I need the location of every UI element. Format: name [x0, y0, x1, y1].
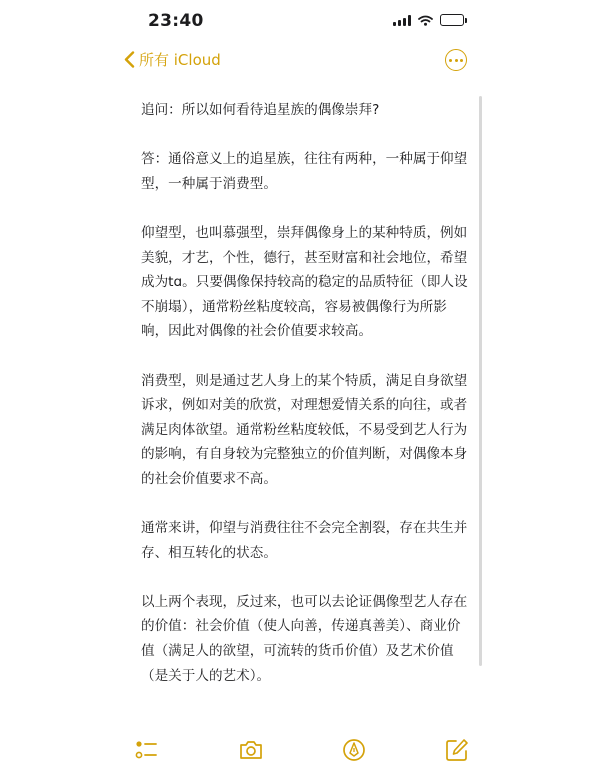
back-label: 所有 iCloud: [139, 51, 221, 69]
bottom-toolbar: [0, 725, 600, 777]
chevron-left-icon: [124, 51, 135, 68]
checklist-icon[interactable]: [134, 737, 160, 763]
more-options-button[interactable]: [445, 49, 467, 71]
compose-icon[interactable]: [444, 737, 470, 763]
nav-bar: [0, 44, 600, 78]
back-button[interactable]: [124, 49, 221, 70]
status-bar: [0, 0, 600, 44]
camera-icon[interactable]: [238, 737, 264, 763]
ellipsis-circle-icon: [449, 59, 452, 62]
ellipsis-dot: [455, 59, 458, 62]
note-body[interactable]: [141, 98, 471, 713]
status-icons: [393, 14, 464, 26]
note-paragraph: 通常来讲，仰望与消费往往不会完全割裂，存在共生并存、相互转化的状态。: [141, 520, 468, 561]
note-paragraph: 仰望型，也叫慕强型，崇拜偶像身上的某种特质，例如美貌，才艺，个性，德行，甚至财富和社会地位，希望成为tɑ。只要偶像保持较高的稳定的品质特征（即人设不崩塌），通常粉丝粘度较高，容易被偶像行为所影响，因此对偶像的社会价值要求较高。: [141, 224, 468, 340]
note-paragraph: 消费型，则是通过艺人身上的某个特质，满足自身欲望诉求，例如对美的欣赏，对理想爱情关系的向往，或者满足肉体欲望。通常粉丝粘度较低，不易受到艺人行为的影响，有自身较为完整独立的价值判断，对偶像本身的社会价值要求不高。: [141, 372, 468, 487]
status-time: 23:40: [148, 11, 204, 31]
markup-pen-icon[interactable]: [341, 737, 367, 763]
note-paragraph: 追问：所以如何看待追星族的偶像崇拜?: [141, 102, 380, 118]
scrollbar[interactable]: [479, 96, 482, 666]
ellipsis-dot: [460, 59, 463, 62]
cellular-signal-icon: [393, 15, 411, 26]
wifi-icon: [418, 15, 433, 26]
note-paragraph: 答：通俗意义上的追星族，往往有两种，一种属于仰望型，一种属于消费型。: [141, 151, 468, 192]
battery-icon: [440, 14, 464, 26]
note-paragraph: 以上两个表现，反过来，也可以去论证偶像型艺人存在的价值：社会价值（使人向善，传递真善美）、商业价值（满足人的欲望，可流转的货币价值）及艺术价值（是关于人的艺术）。: [141, 593, 468, 684]
